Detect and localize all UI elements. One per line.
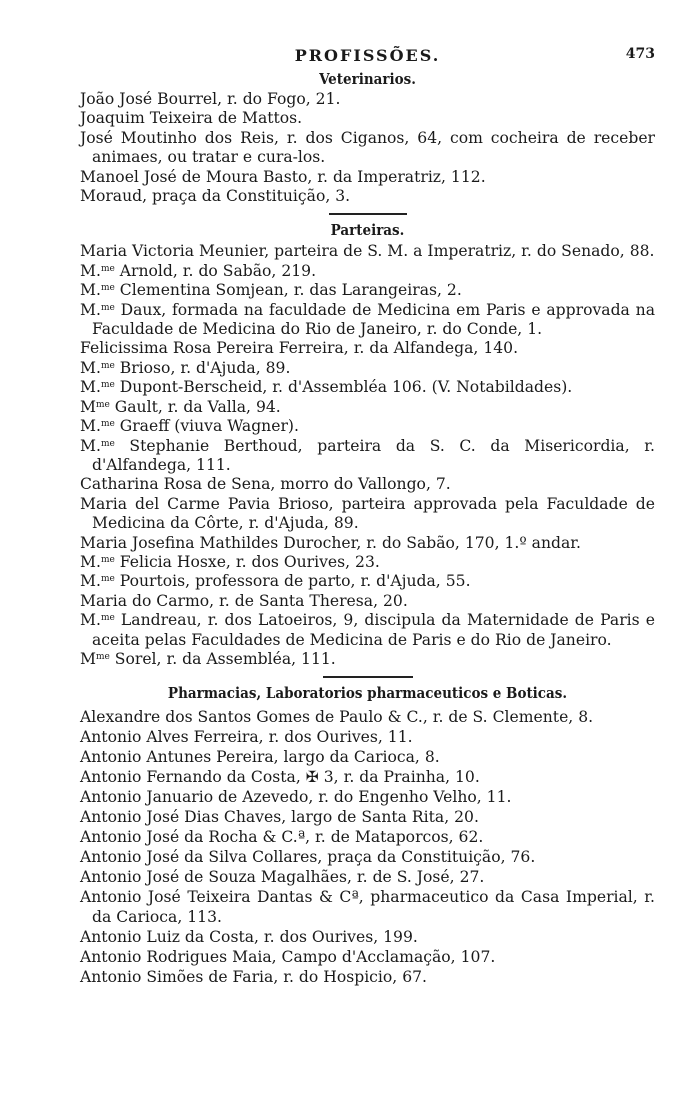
- list-item: [80, 339, 655, 358]
- entry-list: [80, 242, 655, 669]
- list-item: Antonio Rodrigues Maia, Campo d'Acclamação, 107.: [80, 948, 496, 967]
- list-item: Alexandre dos Santos Gomes de Paulo & C., r. de S. Clemente, 8.: [80, 708, 594, 727]
- entry-text: Pourtois, professora de parto, r. d'Ajuda, 55.: [114, 572, 471, 591]
- entry-prefix: Maria Victoria Meunier, parteira de S. M. a Imperatriz, r. do Senado, 88.: [80, 242, 655, 261]
- entry-prefix: Maria do Carmo, r. de Santa Theresa, 20.: [80, 591, 408, 610]
- entry-prefix: Catharina Rosa de Sena, morro do Vallongo, 7.: [80, 475, 451, 494]
- title-abbreviation: me: [100, 613, 115, 624]
- entry-text: Sorel, r. da Assembléa, 111.: [109, 649, 336, 668]
- entry-prefix: M.: [80, 611, 101, 630]
- section-heading: Veterinarios.: [319, 70, 416, 88]
- list-item: [80, 553, 655, 572]
- running-head: [80, 46, 655, 68]
- list-item: Antonio José Teixeira Dantas & Cª, pharmaceutico da Casa Imperial, r. da Carioca, 113.: [80, 888, 655, 927]
- entry-prefix: Maria Josefina Mathildes Durocher, r. do Sabão, 170, 1.º andar.: [80, 533, 581, 552]
- entry-prefix: Felicissima Rosa Pereira Ferreira, r. da Alfandega, 140.: [80, 339, 519, 358]
- entry-text: Clementina Somjean, r. das Larangeiras, 2.: [114, 281, 462, 300]
- page-number: 473: [625, 46, 655, 62]
- title-abbreviation: me: [100, 283, 115, 294]
- list-item: Joaquim Teixeira de Mattos.: [80, 109, 303, 128]
- title-abbreviation: me: [100, 302, 115, 313]
- document-page: [80, 46, 655, 987]
- entry-prefix: M.: [80, 281, 101, 300]
- entry-prefix: M: [80, 649, 96, 668]
- list-item: Antonio José da Rocha & C.ª, r. de Mataporcos, 62.: [80, 828, 484, 847]
- entry-text: Landreau, r. dos Latoeiros, 9, discipula da Maternidade de Paris e aceita pelas Faculdades de Medicina de Paris e do Rio de Janeiro.: [92, 611, 655, 649]
- list-item: [80, 398, 655, 417]
- list-item: João José Bourrel, r. do Fogo, 21.: [80, 90, 341, 108]
- list-item: [80, 495, 655, 534]
- list-item: Antonio José Dias Chaves, largo de Santa Rita, 20.: [80, 808, 479, 827]
- entry-prefix: M.: [80, 417, 101, 436]
- list-item: [80, 611, 655, 650]
- section-heading: Parteiras.: [330, 221, 405, 240]
- entry-text: Daux, formada na faculdade de Medicina em Paris e approvada na Faculdade de Medicina do Rio de Janeiro, r. do Conde, 1.: [92, 300, 655, 339]
- entry-prefix: M: [80, 397, 96, 416]
- list-item: [80, 242, 655, 261]
- title-abbreviation: me: [95, 399, 110, 410]
- section-veterinarios: [80, 69, 655, 206]
- list-item: Antonio Januario de Azevedo, r. do Engenho Velho, 11.: [80, 788, 512, 807]
- list-item: Antonio Fernando da Costa, ✠ 3, r. da Prainha, 10.: [80, 768, 480, 787]
- list-item: Antonio Alves Ferreira, r. dos Ourives, 11.: [80, 728, 413, 747]
- section-heading: Pharmacias, Laboratorios pharmaceuticos e Boticas.: [167, 684, 568, 703]
- list-item: Antonio José de Souza Magalhães, r. de S. José, 27.: [80, 868, 485, 887]
- entry-prefix: M.: [80, 436, 101, 455]
- section-divider: [323, 676, 413, 678]
- entry-text: Graeff (viuva Wagner).: [114, 417, 299, 436]
- entry-prefix: M.: [80, 552, 101, 571]
- list-item: [80, 437, 655, 476]
- entry-prefix: M.: [80, 378, 101, 397]
- title-abbreviation: me: [95, 651, 110, 662]
- entry-text: Brioso, r. d'Ajuda, 89.: [114, 358, 291, 377]
- list-item: Antonio José da Silva Collares, praça da Constituição, 76.: [80, 848, 536, 867]
- entry-prefix: M.: [80, 300, 101, 319]
- title-abbreviation: me: [100, 263, 115, 274]
- list-item: [80, 650, 655, 669]
- list-item: [80, 262, 655, 281]
- entry-text: Arnold, r. do Sabão, 219.: [114, 261, 317, 280]
- list-item: [80, 534, 655, 553]
- entry-text: Felicia Hosxe, r. dos Ourives, 23.: [114, 552, 380, 571]
- list-item: [80, 281, 655, 300]
- list-item: Antonio Simões de Faria, r. do Hospicio, 67.: [80, 968, 428, 987]
- entry-text: Dupont-Berscheid, r. d'Assembléa 106. (V. Notabildades).: [114, 378, 573, 397]
- entry-list: [80, 90, 655, 206]
- list-item: [80, 301, 655, 340]
- entry-prefix: Maria del Carme Pavia Brioso, parteira approvada pela Faculdade de Medicina da Côrte, r. d'Ajuda, 89.: [80, 494, 655, 533]
- section-divider: [329, 213, 407, 215]
- list-item: [80, 378, 655, 397]
- page-title: PROFISSÕES.: [294, 46, 441, 65]
- title-abbreviation: me: [100, 380, 115, 391]
- entry-text: Gault, r. da Valla, 94.: [109, 397, 281, 416]
- list-item: [80, 475, 655, 494]
- list-item: Antonio Antunes Pereira, largo da Carioca, 8.: [80, 748, 440, 767]
- list-item: José Moutinho dos Reis, r. dos Ciganos, 64, com cocheira de receber animaes, ou tratar e cura-los.: [80, 128, 655, 167]
- entry-prefix: M.: [80, 358, 101, 377]
- section-pharmacias: [80, 683, 655, 987]
- entry-list: [80, 707, 655, 987]
- list-item: Antonio Luiz da Costa, r. dos Ourives, 199.: [80, 928, 418, 947]
- list-item: [80, 572, 655, 591]
- section-parteiras: [80, 220, 655, 669]
- entry-prefix: M.: [80, 572, 101, 591]
- title-abbreviation: me: [100, 360, 115, 371]
- title-abbreviation: me: [100, 554, 115, 565]
- entry-text: Stephanie Berthoud, parteira da S. C. da Misericordia, r. d'Alfandega, 111.: [92, 436, 655, 474]
- list-item: [80, 592, 655, 611]
- list-item: [80, 359, 655, 378]
- title-abbreviation: me: [100, 438, 115, 449]
- title-abbreviation: me: [100, 574, 115, 585]
- title-abbreviation: me: [100, 419, 115, 430]
- list-item: Moraud, praça da Constituição, 3.: [80, 187, 351, 206]
- entry-prefix: M.: [80, 261, 101, 280]
- list-item: [80, 417, 655, 436]
- list-item: Manoel José de Moura Basto, r. da Imperatriz, 112.: [80, 167, 486, 186]
